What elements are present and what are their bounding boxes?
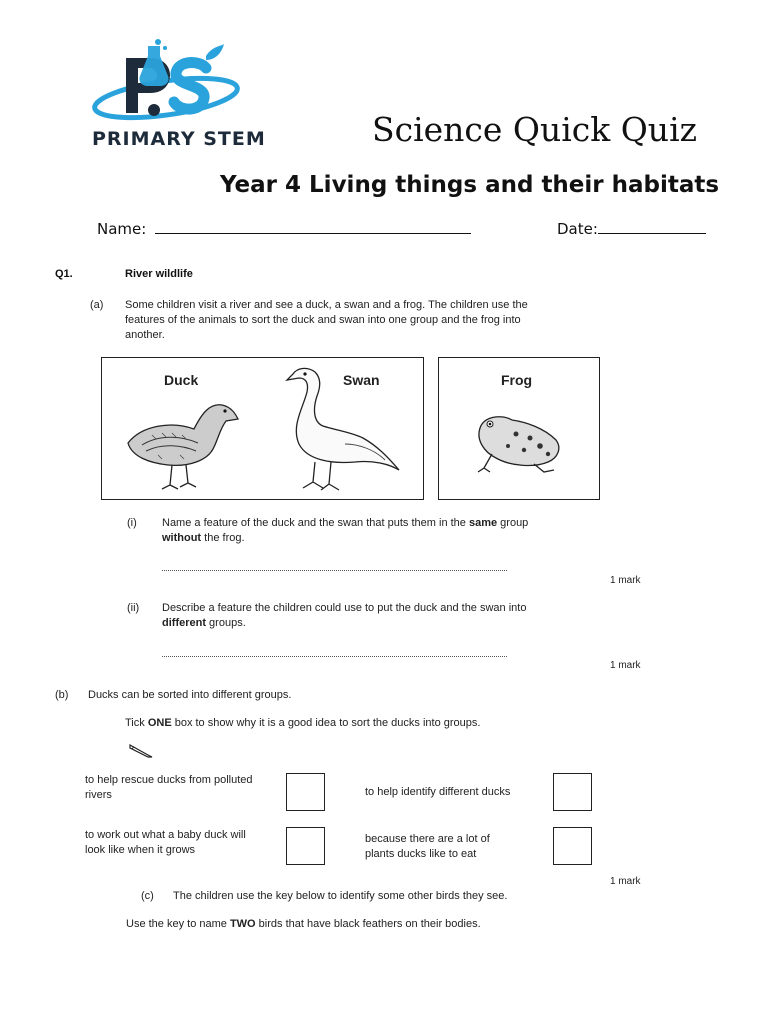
tickbox-identify-ducks[interactable]: [553, 773, 592, 811]
question-number: Q1.: [55, 268, 73, 280]
text-segment: the frog.: [201, 532, 245, 544]
logo-text: PRIMARY STEM: [92, 128, 266, 150]
part-c-text: The children use the key below to identify some other birds they see.: [173, 890, 508, 902]
option-text: plants ducks like to eat: [365, 848, 477, 860]
answer-line-ai[interactable]: [162, 569, 507, 571]
option-text: to help rescue ducks from polluted: [85, 774, 253, 786]
text-segment: Use the key to name: [126, 918, 230, 930]
part-a-label: (a): [90, 299, 104, 311]
tickbox-rescue-ducks[interactable]: [286, 773, 325, 811]
option-rescue-ducks: [85, 773, 285, 803]
text-bold: same: [468, 517, 498, 529]
part-aii-text: [162, 601, 602, 631]
date-label: Date:: [557, 220, 598, 238]
mark-aii: 1 mark: [610, 660, 641, 671]
part-aii-line1: Describe a feature the children could use to put the duck and the swan into: [162, 602, 527, 614]
text-segment: Tick: [125, 717, 148, 729]
frog-illustration: [474, 410, 564, 475]
tickbox-plants[interactable]: [553, 827, 592, 865]
option-plants: [365, 832, 545, 862]
text-segment: group: [497, 517, 529, 529]
part-a-line: Some children visit a river and see a duck, a swan and a frog. The children use the: [125, 299, 528, 311]
pencil-icon: [128, 743, 154, 759]
option-text: rivers: [85, 789, 112, 801]
option-text: to work out what a baby duck will: [85, 829, 246, 841]
frog-label: Frog: [501, 372, 533, 388]
swan-illustration: [285, 360, 403, 495]
text-segment: groups.: [206, 617, 246, 629]
mark-ai: 1 mark: [610, 575, 641, 586]
part-ai-line1: [162, 516, 602, 531]
text-bold: different: [162, 617, 206, 629]
part-a-line: another.: [125, 329, 165, 341]
option-identify-ducks: to help identify different ducks: [365, 786, 511, 798]
question-title: River wildlife: [125, 268, 193, 280]
part-a-line: features of the animals to sort the duck and swan into one group and the frog into: [125, 314, 521, 326]
text-segment: birds that have black feathers on their bodies.: [255, 918, 481, 930]
page-title: Science Quick Quiz: [372, 110, 698, 149]
name-label: Name:: [97, 220, 147, 238]
name-field[interactable]: [155, 221, 471, 234]
name-row: [97, 220, 471, 238]
duck-label: Duck: [164, 372, 199, 388]
text-segment: box to show why it is a good idea to sort the ducks into groups.: [171, 717, 481, 729]
part-a-text: [125, 298, 605, 343]
part-aii-label: (ii): [127, 602, 140, 614]
option-text: look like when it grows: [85, 844, 196, 856]
swan-label: Swan: [343, 372, 380, 388]
tickbox-baby-duck[interactable]: [286, 827, 325, 865]
answer-line-aii[interactable]: [162, 655, 507, 657]
part-b-text: Ducks can be sorted into different groups.: [88, 689, 292, 701]
option-text: because there are a lot of: [365, 833, 490, 845]
part-c-label: (c): [141, 890, 154, 902]
duck-illustration: [122, 395, 244, 493]
part-aii-line2: [162, 616, 602, 631]
date-field[interactable]: [598, 221, 706, 234]
part-b-label: (b): [55, 689, 69, 701]
part-ai-label: (i): [127, 517, 137, 529]
part-c-instruction: [126, 917, 481, 932]
part-ai-line2: [162, 531, 602, 546]
text-bold: TWO: [229, 918, 256, 930]
page-subtitle: Year 4 Living things and their habitats: [220, 172, 720, 198]
text-bold: without: [162, 532, 202, 544]
date-row: [557, 220, 706, 238]
text-bold: ONE: [147, 717, 172, 729]
primary-stem-logo: [88, 38, 266, 153]
option-baby-duck: [85, 828, 285, 858]
mark-b: 1 mark: [610, 876, 641, 887]
text-segment: Name a feature of the duck and the swan that puts them in the: [162, 517, 469, 529]
part-b-instruction: [125, 716, 480, 731]
part-ai-text: [162, 516, 602, 546]
